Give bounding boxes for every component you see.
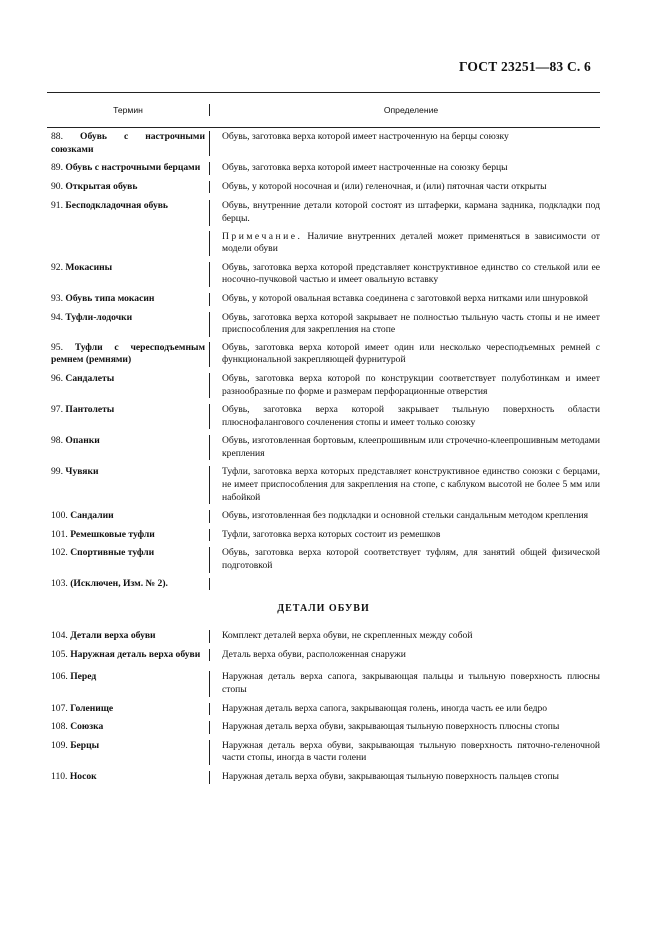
note-label: Примечание.: [222, 230, 303, 242]
term-number: 96.: [51, 372, 63, 384]
definition-cell: [209, 312, 600, 337]
definition-cell: [209, 181, 600, 194]
term-name: Берцы: [70, 739, 100, 751]
term-number: 98.: [51, 435, 63, 447]
term-cell: [47, 466, 209, 504]
table-row: [47, 193, 600, 225]
definition-text: Обувь, заготовка верха которой имеет настроченные на союзку берцы: [222, 162, 508, 174]
term-name: Союзка: [70, 721, 104, 733]
term-name: Голенище: [70, 702, 114, 714]
term-number: 106.: [51, 671, 68, 683]
table-header: [47, 92, 600, 128]
definition-text: Обувь, заготовка верха которой закрывает не полностью тыльную часть стопы и не имеет приспособления для закрепления на стопе: [222, 311, 600, 336]
term-cell: [47, 231, 209, 256]
definition-text: Наружная деталь верха обуви, закрывающая тыльную поверхность пяточно-геленочной части стопы, иногда в части голени: [222, 739, 600, 764]
term-cell: [47, 404, 209, 429]
term-number: 94.: [51, 311, 63, 323]
section-title: ДЕТАЛИ ОБУВИ: [277, 603, 370, 615]
table-row: [47, 697, 600, 716]
term-name: Обувь с настрочными берцами: [65, 162, 201, 174]
table-row: [47, 573, 600, 591]
definition-text: Обувь, заготовка верха которой имеет один или несколько чересподъемных ремней с функциональной закрепляющей фурнитурой: [222, 341, 600, 366]
definition-cell: [209, 342, 600, 367]
table-row: [47, 504, 600, 523]
term-number: 88.: [51, 131, 63, 142]
term-name: Обувь типа мокасин: [65, 292, 155, 304]
table-row: [47, 765, 600, 784]
definition-cell: [209, 231, 600, 256]
table-row: [47, 715, 600, 734]
term-cell: [47, 703, 209, 716]
definition-cell: [209, 466, 600, 504]
term-cell: [47, 740, 209, 765]
definition-text: Наружная деталь верха сапога, закрывающая пальцы и тыльную поверхность плюсны стопы: [222, 671, 600, 695]
term-number: 99.: [51, 466, 63, 478]
definition-text: Обувь, изготовленная без подкладки и основной стельки сандальным методом крепления: [222, 510, 588, 522]
definition-cell: [209, 131, 600, 156]
definition-text: Наружная деталь верха обуви, закрывающая тыльную поверхность пальцев стопы: [222, 770, 559, 782]
definition-cell: [209, 547, 600, 572]
table-body-2: [47, 630, 600, 783]
table-row: [47, 306, 600, 337]
term-cell: [47, 131, 209, 156]
term-cell: [47, 342, 209, 367]
definition-cell: [209, 703, 600, 716]
term-name: Носок: [69, 770, 97, 782]
definition-text: Обувь, заготовка верха которой закрывает тыльную поверхность области плюснофалангового сочленения стопы и имеет только союзку: [222, 404, 600, 428]
term-cell: [47, 373, 209, 398]
definition-text: Наружная деталь верха сапога, закрывающая голень, иногда часть ее или бедро: [222, 702, 548, 714]
term-number: 97.: [51, 404, 63, 416]
term-cell: [47, 262, 209, 287]
definition-text: Обувь, изготовленная бортовым, клеепрошивным или строчечно-клеепрошивным методами крепления: [222, 435, 600, 459]
term-name: Обувь с настрочными союзками: [51, 131, 205, 155]
term-cell: [47, 312, 209, 337]
definition-cell: [209, 630, 600, 643]
term-cell: [47, 200, 209, 225]
term-name: Наружная деталь верха обуви: [70, 648, 201, 660]
table-row: [47, 175, 600, 194]
term-cell: [47, 630, 209, 643]
definition-cell: [209, 293, 600, 306]
term-name: Сандалии: [70, 510, 114, 522]
definition-text: Обувь, у которой овальная вставка соединена с заготовкой верха нитками или шнуровкой: [222, 292, 589, 304]
definition-cell: [209, 510, 600, 523]
table-row: [47, 523, 600, 542]
term-name: Мокасины: [65, 261, 113, 273]
term-number: 100.: [51, 510, 68, 522]
term-cell: [47, 771, 209, 784]
term-cell: [47, 162, 209, 175]
term-number: 109.: [51, 739, 68, 751]
term-number: 108.: [51, 721, 68, 733]
term-cell: [47, 510, 209, 523]
table-row: [47, 337, 600, 367]
definition-text: Обувь, заготовка верха которой имеет настроченную на берцы союзку: [222, 131, 509, 142]
term-number: 110.: [51, 770, 68, 782]
terms-table: [47, 92, 600, 784]
term-number: 95.: [51, 341, 63, 353]
table-row: [47, 460, 600, 504]
term-name: Сандалеты: [65, 372, 115, 384]
table-row: [47, 643, 600, 662]
term-number: 103.: [51, 577, 68, 589]
table-row: [47, 661, 600, 696]
definition-cell: [209, 262, 600, 287]
definition-text: Туфли, заготовка верха которых состоит из ремешков: [222, 528, 441, 540]
definition-text: Туфли, заготовка верха которых представляет конструктивное единство союзки с берцами, не имеет приспособления для закрепления на стопе, с каблуком высотой не более 5 мм или набойкой: [222, 466, 600, 503]
definition-text: Обувь, заготовка верха которой представляет конструктивное единство со стелькой или ее носочно-пучковой частью и имеет овальную вставку: [222, 261, 600, 286]
term-cell: [47, 671, 209, 696]
table-body-1: [47, 128, 600, 590]
definition-text: Обувь, заготовка верха которой соответствует туфлям, для занятий общей физической подготовкой: [222, 547, 600, 572]
term-name: Туфли-лодочки: [65, 311, 133, 323]
table-row: [47, 734, 600, 765]
definition-cell: [209, 162, 600, 175]
term-number: 93.: [51, 292, 63, 304]
term-number: 89.: [51, 162, 63, 174]
term-name: Ремешковые туфли: [70, 528, 155, 540]
term-number: 104.: [51, 630, 68, 642]
term-number: 107.: [51, 702, 68, 714]
table-row: [47, 226, 600, 256]
term-name: Детали верха обуви: [70, 630, 156, 642]
term-name: Пантолеты: [65, 404, 115, 416]
term-cell: [47, 293, 209, 306]
term-cell: [47, 547, 209, 572]
table-row: [47, 256, 600, 287]
table-row: [47, 630, 600, 643]
definition-cell: [209, 671, 600, 696]
term-number: 92.: [51, 261, 63, 273]
definition-text: Наружная деталь верха обуви, закрывающая тыльную поверхность плюсны стопы: [222, 721, 560, 733]
term-name: Туфли с чересподъемным ремнем (ремнями): [51, 341, 205, 366]
table-row: [47, 541, 600, 572]
term-number: 91.: [51, 200, 63, 212]
definition-text: Обувь, заготовка верха которой по конструкции соответствует полуботинкам и имеет разнообразные по форме и размерам перфорационные отверстия: [222, 372, 600, 397]
term-cell: [47, 181, 209, 194]
term-number: 102.: [51, 547, 68, 559]
term-name: Чувяки: [65, 466, 99, 478]
definition-text: Обувь, у которой носочная и (или) геленочная, и (или) пяточная части открыты: [222, 180, 547, 192]
page-header: ГОСТ 23251—83 С. 6: [458, 59, 591, 74]
definition-cell: [209, 740, 600, 765]
definition-cell: [209, 529, 600, 542]
table-row: [47, 367, 600, 398]
term-cell: [47, 649, 209, 662]
term-cell: [47, 721, 209, 734]
definition-cell: [209, 578, 600, 591]
column-header-definition: Определение: [209, 104, 600, 117]
term-number: 105.: [51, 648, 68, 660]
table-row: [47, 429, 600, 460]
term-number: 101.: [51, 528, 68, 540]
definition-text: Наличие внутренних деталей может применяться в зависимости от модели обуви: [222, 230, 600, 255]
term-name: (Исключен, Изм. № 2).: [70, 577, 168, 589]
definition-text: Обувь, внутренние детали которой состоят из штаферки, кармана задника, подкладки под берцы.: [222, 200, 600, 224]
definition-cell: [209, 771, 600, 784]
definition-cell: [209, 721, 600, 734]
term-name: Опанки: [65, 435, 100, 447]
column-header-term: Термин: [113, 104, 143, 115]
term-name: Открытая обувь: [65, 180, 138, 192]
term-name: Перед: [70, 671, 97, 683]
definition-cell: [209, 435, 600, 460]
table-row: [47, 128, 600, 156]
term-cell: [47, 529, 209, 542]
term-name: Бесподкладочная обувь: [65, 200, 168, 212]
definition-cell: [209, 373, 600, 398]
definition-text: Комплект деталей верха обуви, не скрепленных между собой: [222, 630, 473, 642]
table-row: [47, 156, 600, 175]
table-row: [47, 287, 600, 306]
table-row: [47, 398, 600, 429]
term-cell: [47, 435, 209, 460]
term-cell: [47, 578, 209, 591]
term-number: 90.: [51, 180, 63, 192]
definition-cell: [209, 649, 600, 662]
definition-text: Деталь верха обуви, расположенная снаружи: [222, 648, 406, 660]
definition-cell: [209, 404, 600, 429]
term-name: Спортивные туфли: [70, 547, 155, 559]
definition-cell: [209, 200, 600, 225]
